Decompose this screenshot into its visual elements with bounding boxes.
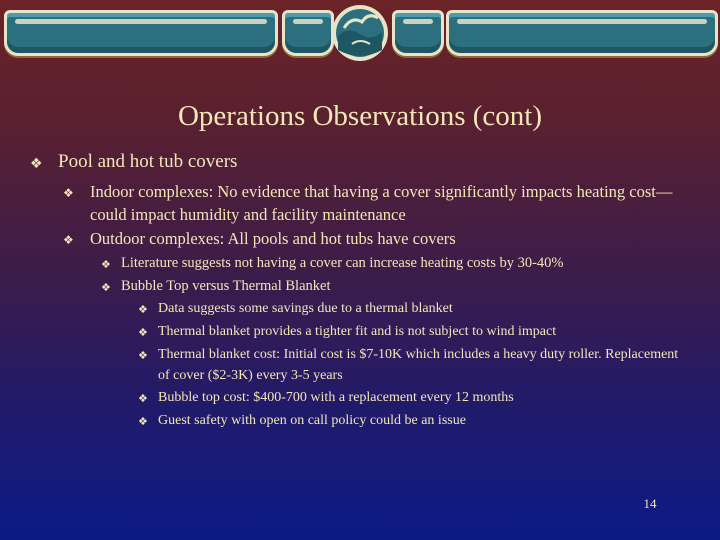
banner-panel-center-right — [392, 10, 444, 56]
header-banner — [0, 0, 720, 66]
bullet-icon: ❖ — [138, 392, 148, 405]
bullet-item: Bubble top cost: $400-700 with a replacement every 12 months — [158, 390, 514, 405]
bullet-icon: ❖ — [138, 415, 148, 428]
bullet-item: Guest safety with open on call policy could be an issue — [158, 413, 466, 428]
bullet-item: Thermal blanket provides a tighter fit and is not subject to wind impact — [158, 324, 557, 339]
bullet-item: Data suggests some savings due to a thermal blanket — [158, 301, 453, 316]
bullet-item: Bubble Top versus Thermal Blanket — [121, 278, 331, 294]
bullet-icon: ❖ — [30, 156, 43, 172]
bullet-icon: ❖ — [63, 186, 74, 200]
bullet-icon: ❖ — [138, 349, 148, 362]
banner-panel-left — [4, 10, 278, 56]
bullet-icon: ❖ — [101, 258, 111, 271]
bullet-item: Thermal blanket cost: Initial cost is $7-10K which includes a heavy duty roller. Replacement of cover ($2-3K) every 3-5 years — [158, 347, 679, 383]
bullet-item: Pool and hot tub covers — [58, 151, 238, 172]
bullet-icon: ❖ — [101, 281, 111, 294]
bullet-item: Literature suggests not having a cover can increase heating costs by 30-40% — [121, 255, 564, 271]
slide-title: Operations Observations (cont) — [177, 100, 542, 132]
bullet-item: Indoor complexes: No evidence that having a cover significantly impacts heating cost—could impact humidity and facility maintenance — [90, 182, 673, 224]
page-number: 14 — [643, 496, 657, 511]
bullet-icon: ❖ — [138, 303, 148, 316]
bullet-icon: ❖ — [63, 233, 74, 247]
bird-wave-emblem-icon — [322, 0, 398, 66]
bullet-item: Outdoor complexes: All pools and hot tubs have covers — [90, 229, 456, 248]
bullet-icon: ❖ — [138, 326, 148, 339]
banner-panel-right — [446, 10, 718, 56]
